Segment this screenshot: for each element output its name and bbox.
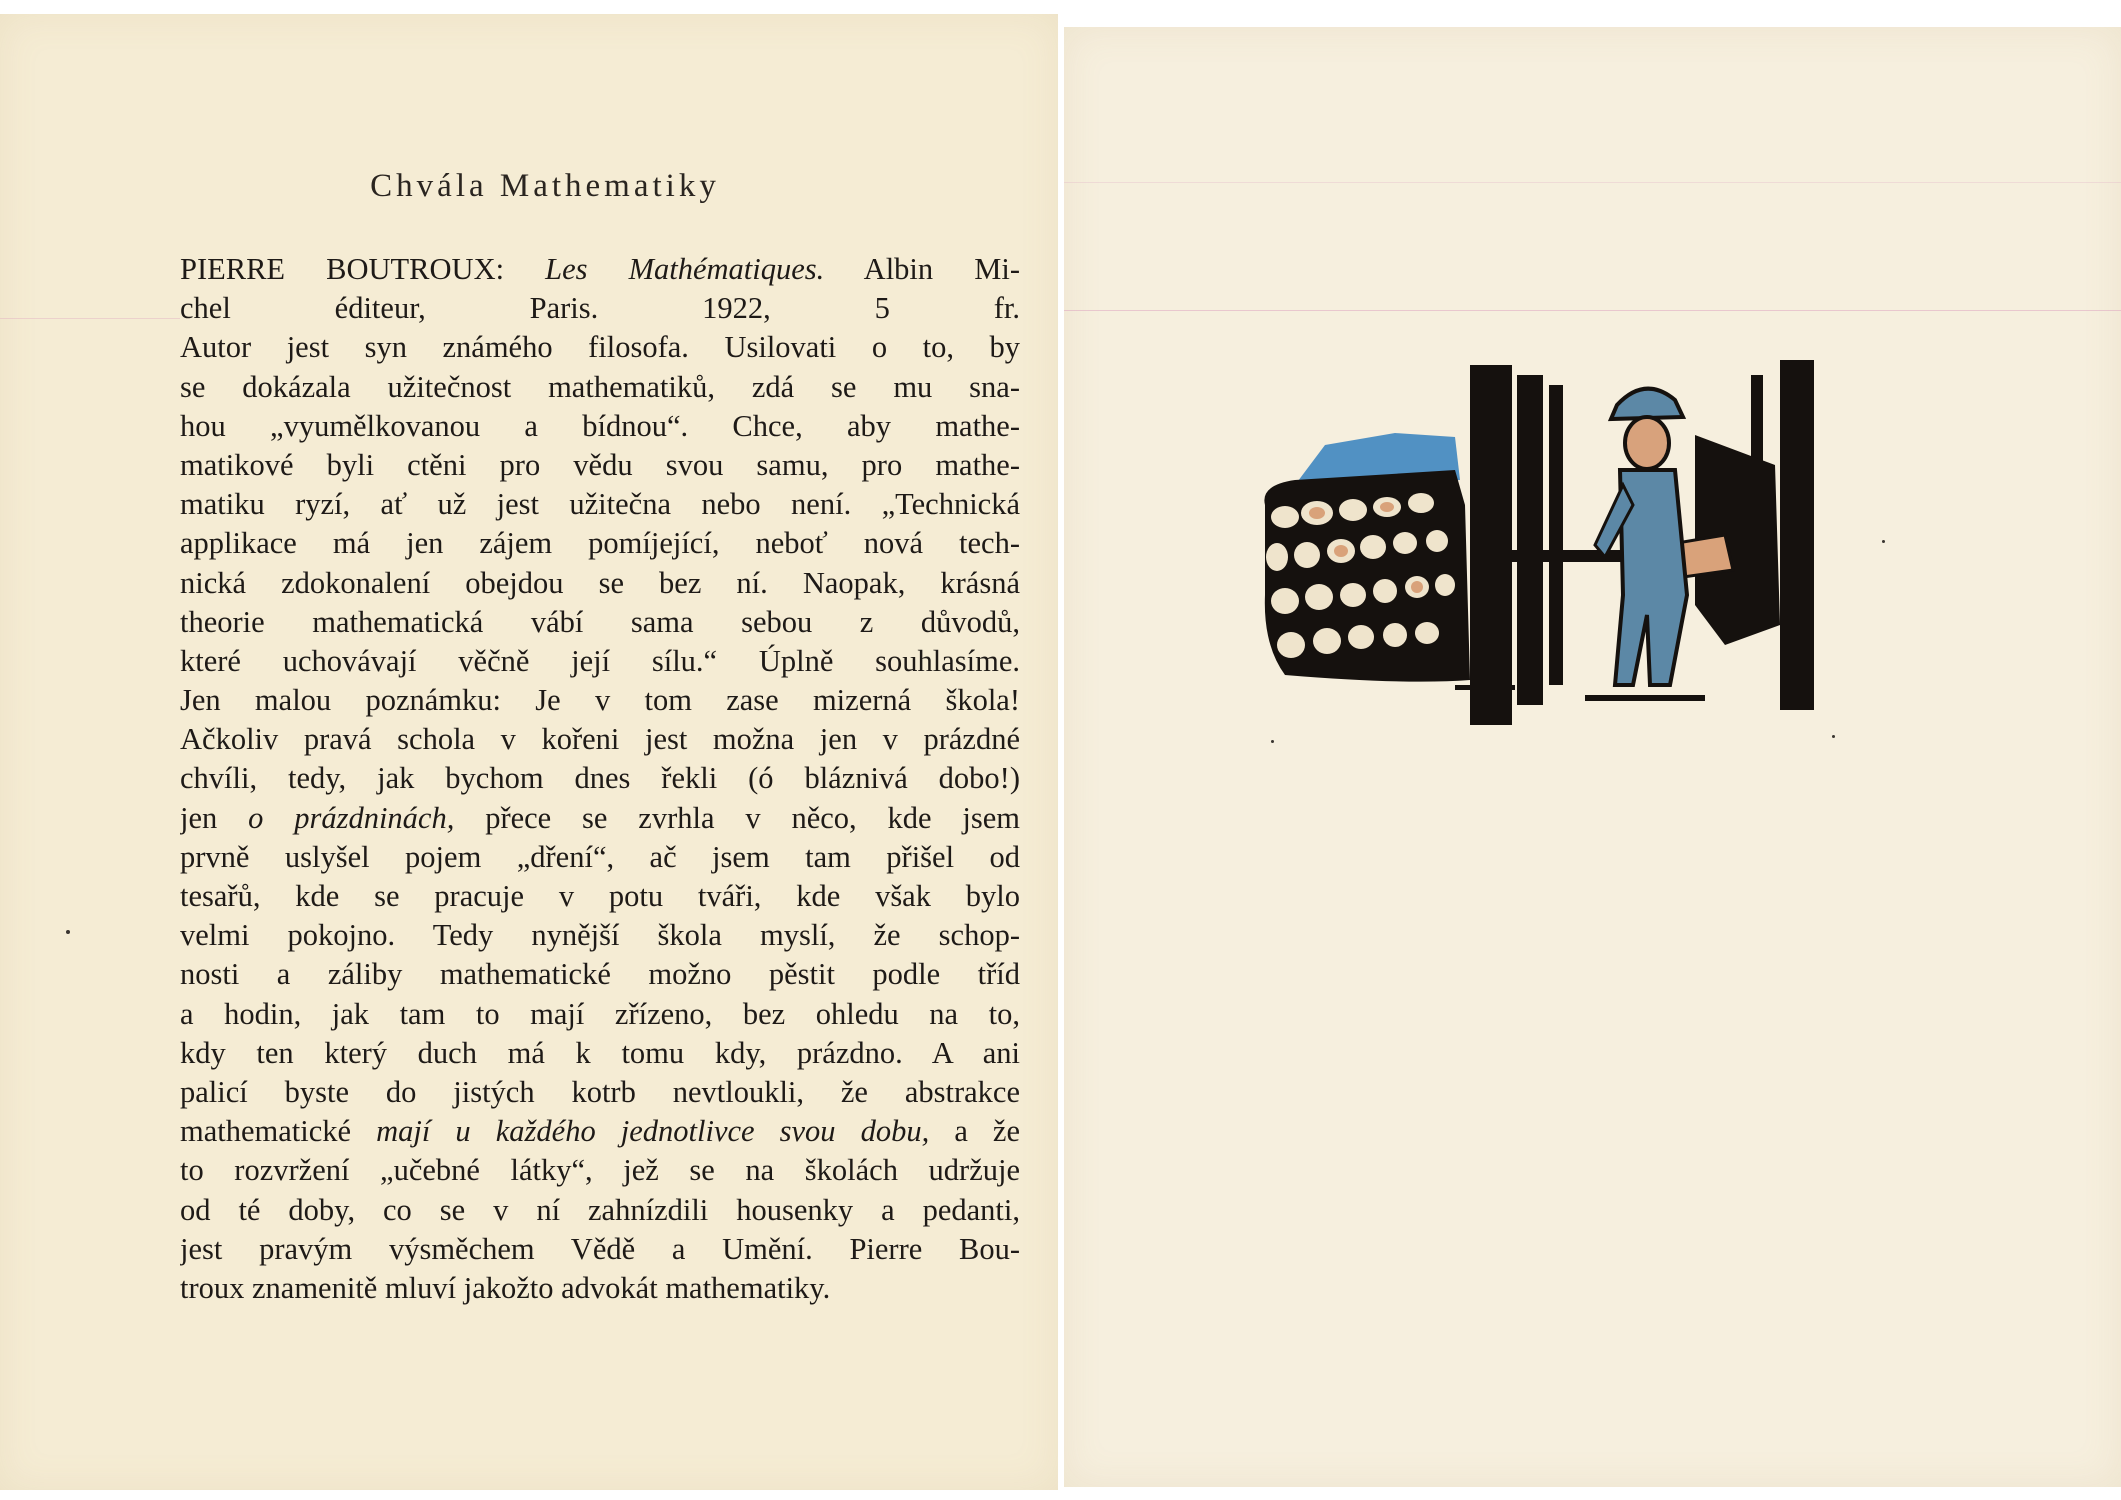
text-line: theorie mathematická vábí sama sebou z důvodů, (180, 604, 1020, 639)
page-speck (1832, 735, 1835, 738)
page-speck (1882, 540, 1885, 543)
right-page (1064, 27, 2121, 1487)
text-line: matiku ryzí, ať už jest užitečna nebo není. „Technická (180, 487, 1020, 522)
text-line: tesařů, kde se pracuje v potu tváři, kde však bylo (180, 879, 1020, 913)
text-line: PIERRE BOUTROUX: Les Mathématiques. Albin Mi- (180, 252, 1020, 286)
text-line: které uchovávají věčně její sílu.“ Úplně souhlasíme. (180, 643, 1020, 678)
text-line: velmi pokojno. Tedy nynější škola myslí, že schop- (180, 918, 1020, 953)
text-line: jen o prázdninách, přece se zvrhla v něco, kde jsem (180, 800, 1020, 835)
text-line: to rozvržení „učebné látky“, jež se na školách udržuje (180, 1153, 1020, 1188)
text-line: Jen malou poznámku: Je v tom zase mizerná škola! (180, 683, 1020, 718)
page-speck (1271, 740, 1274, 743)
text-line: nická zdokonalení obejdou se bez ní. Naopak, krásná (180, 565, 1020, 600)
ruled-line (1064, 310, 2121, 311)
text-line: mathematické mají u každého jednotlivce svou dobu, a že (180, 1114, 1020, 1149)
ruled-line (1064, 182, 2121, 183)
woodcut-carpenter-icon (1255, 345, 1895, 745)
text-line: hou „vyumělkovanou a bídnou“. Chce, aby mathe- (180, 408, 1020, 443)
text-line: kdy ten který duch má k tomu kdy, prázdno. A ani (180, 1035, 1020, 1070)
text-line: matikové byli ctěni pro vědu svou samu, pro mathe- (180, 447, 1020, 482)
ruled-line (0, 318, 180, 319)
text-line: a hodin, jak tam to mají zřízeno, bez ohledu na to, (180, 996, 1020, 1031)
text-line: applikace má jen zájem pomíjející, neboť nová tech- (180, 526, 1020, 561)
text-line: jest pravým výsměchem Vědě a Umění. Pierre Bou- (180, 1231, 1020, 1266)
text-line: chvíli, tedy, jak bychom dnes řekli (ó bláznivá dobo!) (180, 761, 1020, 796)
text-line: palicí byste do jistých kotrb nevtloukli, že abstrakce (180, 1074, 1020, 1109)
page-speck (66, 930, 70, 934)
text-line: troux znamenitě mluví jakožto advokát mathematiky. (180, 1270, 831, 1305)
text-line: se dokázala užitečnost mathematiků, zdá se mu sna- (180, 369, 1020, 404)
page-title: Chvála Mathematiky (370, 168, 720, 204)
text-line: prvně uslyšel pojem „dření“, ač jsem tam přišel od (180, 839, 1020, 874)
text-line: Ačkoliv pravá schola v kořeni jest možna jen v prázdné (180, 722, 1020, 757)
text-line: od té doby, co se v ní zahnízdili housenky a pedanti, (180, 1192, 1020, 1227)
italic-text: mají u každého jednotlivce svou dobu, (376, 1114, 930, 1149)
text-line: Autor jest syn známého filosofa. Usilovati o to, by (180, 330, 1020, 365)
italic-text: Les Mathématiques. (545, 252, 825, 286)
text-line: nosti a záliby mathematické možno pěstit podle tříd (180, 957, 1020, 992)
italic-text: o prázdninách, (248, 800, 455, 835)
article-body (180, 250, 1020, 1308)
text-line: chel éditeur, Paris. 1922, 5 fr. (180, 291, 1020, 326)
